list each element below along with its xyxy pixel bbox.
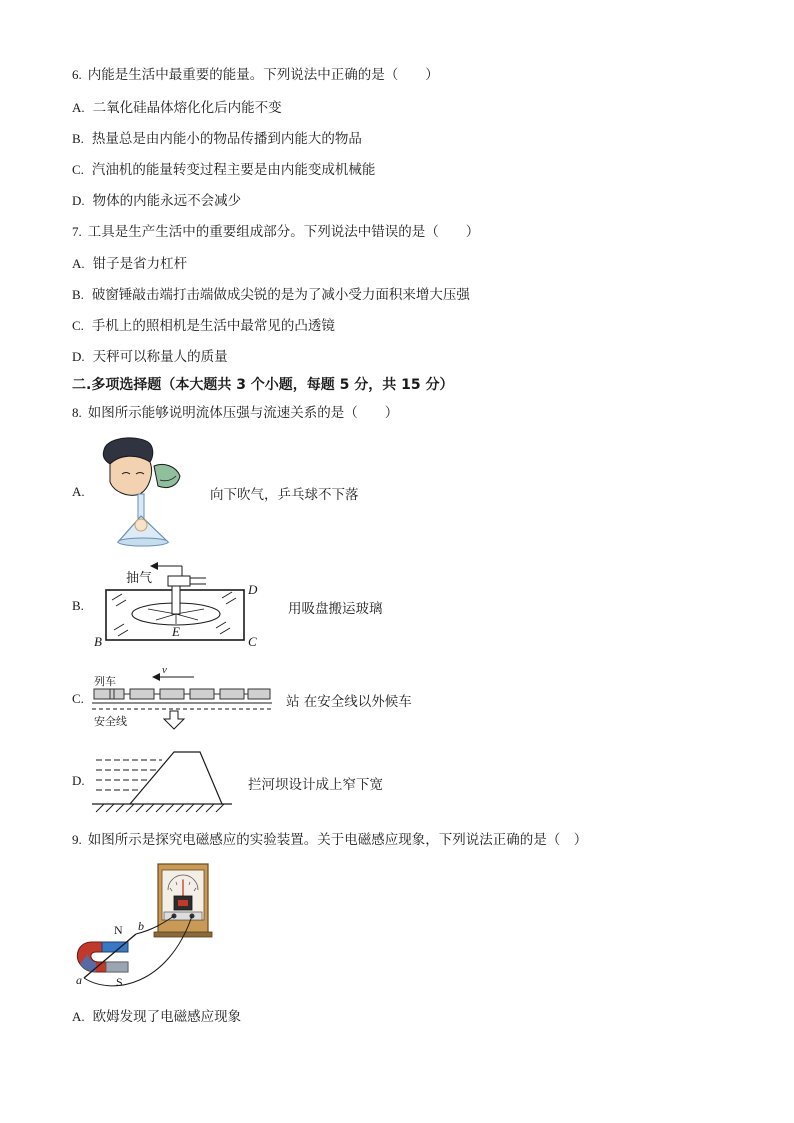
- option-letter: D.: [72, 193, 85, 208]
- q8-figure-a-funnel-blowing: [98, 436, 198, 548]
- q9-number: 9.: [72, 832, 82, 847]
- q9-figure-pole-n: N: [114, 923, 123, 937]
- option-letter: C.: [72, 318, 84, 333]
- q8-option-b-letter: B.: [72, 598, 84, 613]
- q9-figure-pole-s: S: [116, 975, 123, 989]
- option-text: 物体的内能永远不会减少: [92, 193, 242, 209]
- q7-option-b[interactable]: [72, 286, 470, 304]
- q8-option-c-text: 站 在安全线以外候车: [286, 694, 412, 710]
- option-letter: A.: [72, 1009, 85, 1024]
- q6-option-c[interactable]: [72, 161, 375, 179]
- q8-option-a-letter: A.: [72, 484, 85, 499]
- q6-stem: 内能是生活中最重要的能量。下列说法中正确的是（ ）: [87, 67, 439, 83]
- q8-figure-c-train-safety-line: [92, 663, 272, 731]
- option-text: 热量总是由内能小的物品传播到内能大的物品: [91, 131, 362, 147]
- section-2-heading: 二.多项选择题（本大题共 3 个小题，每题 5 分，共 15 分）: [72, 377, 454, 393]
- option-text: 汽油机的能量转变过程主要是由内能变成机械能: [91, 162, 376, 178]
- q8-figure-c-velocity-label: v: [162, 664, 167, 676]
- q8-figure-c-train-label: 列车: [94, 675, 116, 688]
- q6-option-a[interactable]: [72, 99, 282, 117]
- q8-figure-b-pump-label: 抽气: [126, 570, 153, 585]
- q8-figure-b-center-e: E: [172, 624, 180, 639]
- q7-number: 7.: [72, 224, 82, 239]
- option-letter: A.: [72, 100, 85, 115]
- q7-option-c[interactable]: [72, 317, 335, 335]
- q6-option-b[interactable]: [72, 130, 362, 148]
- q8-stem: 如图所示能够说明流体压强与流速关系的是（ ）: [87, 405, 399, 421]
- q8-option-d-text: 拦河坝设计成上窄下宽: [248, 777, 383, 793]
- q8-option-c-letter: C.: [72, 691, 84, 706]
- option-letter: A.: [72, 256, 85, 271]
- q7-option-d[interactable]: [72, 348, 228, 366]
- option-letter: B.: [72, 131, 84, 146]
- q8-figure-d-dam: [92, 746, 236, 814]
- q8-option-d-letter: D.: [72, 773, 85, 788]
- q7-stem: 工具是生产生活中的重要组成部分。下列说法中错误的是（ ）: [87, 224, 480, 240]
- q9-option-a[interactable]: [72, 1008, 241, 1026]
- option-text: 天秤可以称量人的质量: [92, 349, 228, 365]
- option-text: 二氧化硅晶体熔化化后内能不变: [92, 100, 282, 116]
- q8-figure-b-corner-c: C: [248, 634, 257, 649]
- q6-number: 6.: [72, 67, 82, 82]
- q9-stem-line: [72, 831, 587, 849]
- option-text: 钳子是省力杠杆: [92, 256, 188, 272]
- q8-number: 8.: [72, 405, 82, 420]
- q7-stem-line: [72, 223, 479, 241]
- q9-figure-electromagnetic-induction: [72, 860, 222, 990]
- option-text: 手机上的照相机是生活中最常见的凸透镜: [91, 318, 335, 334]
- q9-figure-wire-a: a: [76, 973, 82, 987]
- option-text: 破窗锤敲击端打击端做成尖锐的是为了减小受力面积来增大压强: [91, 287, 470, 303]
- q8-figure-b-suction-cup-glass: [92, 562, 270, 650]
- q8-figure-b-corner-d: D: [248, 582, 258, 597]
- option-text: 欧姆发现了电磁感应现象: [92, 1009, 242, 1025]
- q8-stem-line: [72, 404, 398, 422]
- option-letter: C.: [72, 162, 84, 177]
- q7-option-a[interactable]: [72, 255, 187, 273]
- q8-option-a-text: 向下吹气，乒乓球不下落: [210, 487, 359, 503]
- q6-option-d[interactable]: [72, 192, 241, 210]
- q8-figure-c-safety-line-label: 安全线: [94, 715, 127, 728]
- q9-figure-wire-b: b: [138, 919, 144, 933]
- q8-option-b-text: 用吸盘搬运玻璃: [288, 601, 383, 617]
- q9-stem: 如图所示是探究电磁感应的实验装置。关于电磁感应现象，下列说法正确的是（ ）: [87, 832, 588, 848]
- option-letter: B.: [72, 287, 84, 302]
- q8-figure-b-corner-b: B: [94, 634, 102, 649]
- q6-stem-line: [72, 66, 439, 84]
- option-letter: D.: [72, 349, 85, 364]
